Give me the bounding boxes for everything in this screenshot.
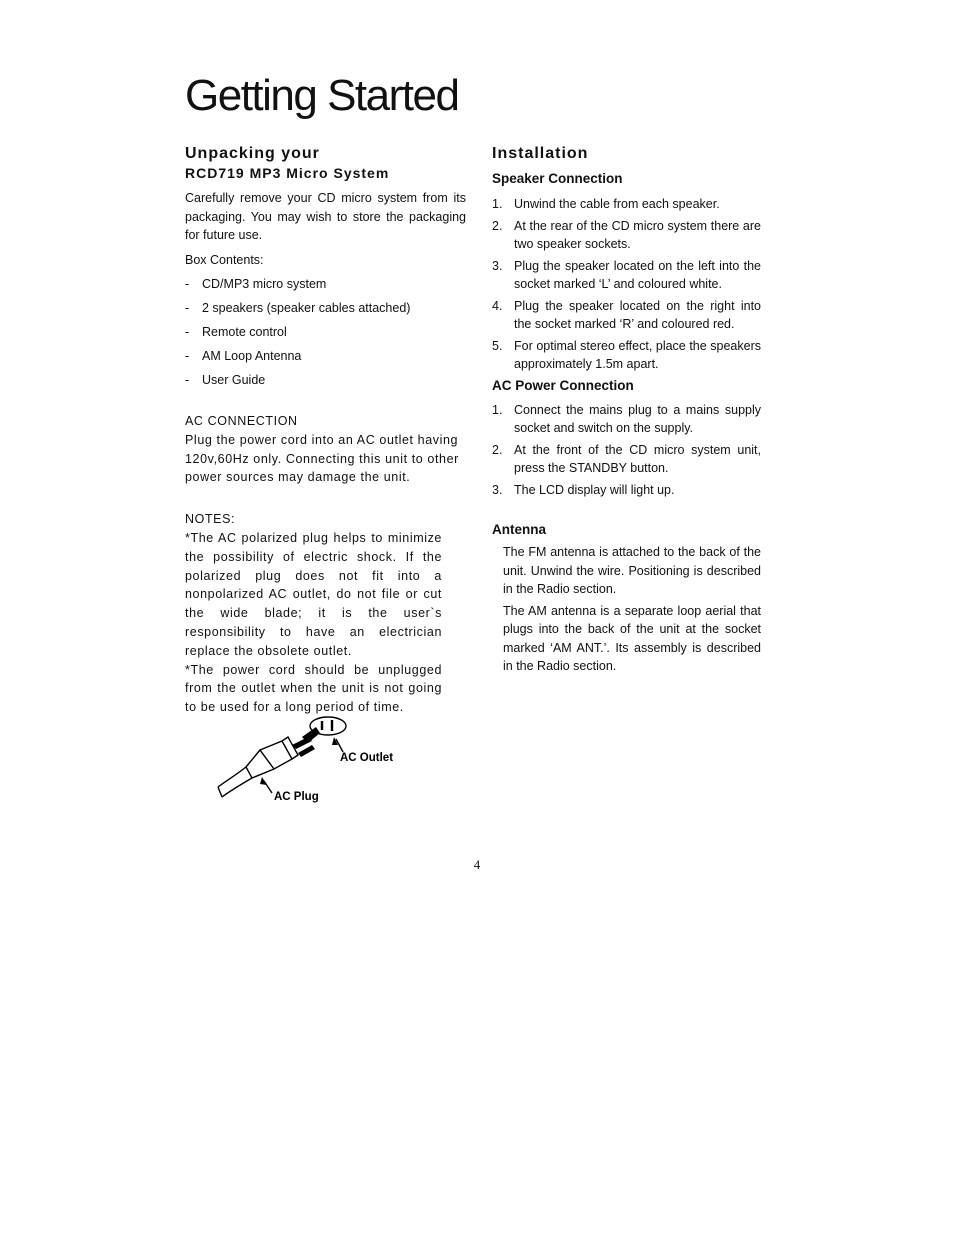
notes-block bbox=[185, 510, 442, 717]
notes-heading: NOTES: bbox=[185, 512, 236, 527]
speaker-connection-heading: Speaker Connection bbox=[492, 171, 623, 186]
box-contents-label: Box Contents: bbox=[185, 252, 264, 267]
note-polarized-plug: *The AC polarized plug helps to minimize the possibility of electric shock. If the polarized plug does not fit into a nonpolarized AC outlet, do not file or cut the wide blade; it is the user`s responsibility to have an electrician replace the obsolete outlet. bbox=[185, 530, 442, 658]
list-item: - User Guide bbox=[185, 373, 266, 387]
installation-heading: Installation bbox=[492, 145, 589, 162]
ac-plug-outlet-figure bbox=[212, 715, 412, 807]
ac-connection-heading: AC CONNECTION bbox=[185, 414, 298, 428]
antenna-text bbox=[492, 543, 761, 676]
left-column bbox=[185, 144, 466, 717]
speaker-steps bbox=[492, 195, 761, 374]
ac-plug-label: AC Plug bbox=[274, 791, 319, 803]
page-title: Getting Started bbox=[185, 71, 459, 120]
unpacking-subheading: RCD719 MP3 Micro System bbox=[185, 165, 390, 181]
list-item: 1. Unwind the cable from each speaker. bbox=[492, 197, 720, 211]
list-item: 3. Plug the speaker located on the left into the socket marked ‘L’ and coloured white. bbox=[492, 258, 761, 291]
list-item: 4. Plug the speaker located on the right into the socket marked ‘R’ and coloured red. bbox=[492, 298, 761, 331]
ac-plug-shape bbox=[260, 741, 292, 769]
list-item: - CD/MP3 micro system bbox=[185, 277, 327, 291]
unpacking-intro: Carefully remove your CD micro system from its packaging. You may wish to store the packaging for future use. bbox=[185, 191, 466, 242]
list-item: - AM Loop Antenna bbox=[185, 349, 302, 363]
power-steps bbox=[492, 401, 761, 500]
list-item: - 2 speakers (speaker cables attached) bbox=[185, 301, 411, 315]
fm-antenna-text: The FM antenna is attached to the back of the unit. Unwind the wire. Positioning is described in the Radio section. bbox=[503, 545, 761, 596]
right-column bbox=[492, 144, 761, 676]
list-item: 5. For optimal stereo effect, place the speakers approximately 1.5m apart. bbox=[492, 338, 761, 371]
antenna-heading: Antenna bbox=[492, 522, 546, 537]
list-item: 2. At the rear of the CD micro system there are two speaker sockets. bbox=[492, 218, 761, 251]
box-contents-list bbox=[185, 275, 466, 389]
list-item: 1. Connect the mains plug to a mains supply socket and switch on the supply. bbox=[492, 402, 761, 435]
ac-connection-text: Plug the power cord into an AC outlet having 120v,60Hz only. Connecting this unit to other power sources may damage the unit. bbox=[185, 432, 459, 485]
note-unplug: *The power cord should be unplugged from the outlet when the unit is not going to be used for a long period of time. bbox=[185, 662, 442, 715]
unpacking-heading: Unpacking your bbox=[185, 145, 320, 162]
list-item: - Remote control bbox=[185, 325, 287, 339]
list-item: 3. The LCD display will light up. bbox=[492, 482, 675, 497]
ac-plug-illustration bbox=[212, 715, 412, 807]
list-item: 2. At the front of the CD micro system unit, press the STANDBY button. bbox=[492, 442, 761, 475]
am-antenna-text: The AM antenna is a separate loop aerial that plugs into the back of the unit at the socket marked ‘AM ANT.’. Its assembly is described in the Radio section. bbox=[503, 603, 761, 673]
ac-outlet-label: AC Outlet bbox=[340, 752, 394, 764]
ac-power-connection-heading: AC Power Connection bbox=[492, 377, 634, 393]
page-number: 4 bbox=[473, 857, 481, 872]
